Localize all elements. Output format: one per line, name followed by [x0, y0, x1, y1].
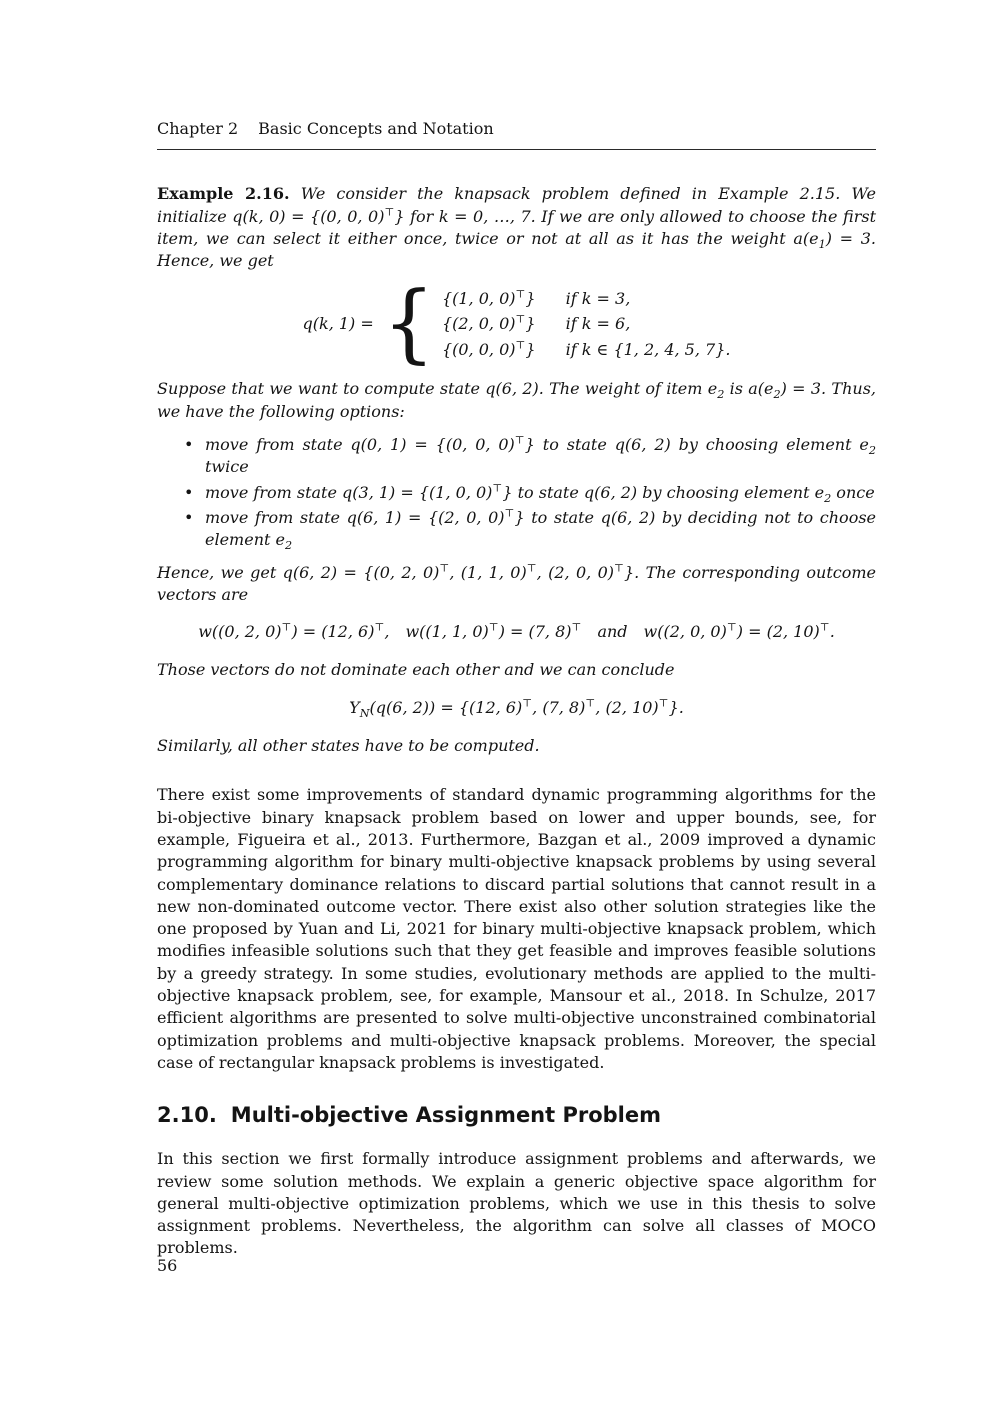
chapter-label: Chapter 2 [157, 119, 239, 138]
nondominated-set-equation: $Y_N(q(6$, 2)) = {(12, 6)⊤, (7, 8)⊤, (2, 10)⊤}. [349, 697, 684, 720]
section-title: Multi-objective Assignment Problem [230, 1103, 662, 1128]
section-number: 2.10. [157, 1103, 217, 1128]
example-label: Example 2.16. [157, 184, 290, 204]
cases-value: {(0, 0, 0)⊤} [441, 339, 536, 359]
example-closing-paragraph: Similarly, all other states have to be computed. [157, 736, 540, 756]
list-item: • move from state q(6, 1) = {(2, 0, 0)⊤} to state q(6, 2) by deciding not to choose element $e_2$ [205, 507, 876, 552]
outcome-vectors-equation: w((0, 2, 0)⊤) = (12, 6)⊤, w((1, 1, 0)⊤) = (7, 8)⊤ and w((2, 0, 0)⊤) = (2, 10)⊤. [198, 621, 835, 642]
list-item: • move from state q(0, 1) = {(0, 0, 0)⊤} to state q(6, 2) by choosing element $e_2$ twice [205, 434, 876, 479]
cases-rows [442, 288, 731, 361]
page-number: 56 [157, 1256, 178, 1275]
cases-condition: if k = 6, [565, 314, 631, 334]
page-content [157, 118, 876, 1260]
cases-equation [157, 274, 876, 374]
example-suppose-paragraph: Suppose that we want to compute state q(6, 2). The weight of item $e_2$ is $a(e_2) = 3$. Thus, we have the following options: [157, 379, 877, 421]
assignment-intro-paragraph: In this section we first formally introduce assignment problems and afterwards, we review some solution methods. We explain a generic objective space algorithm for general multi-objective optimization problems, which we use in this thesis to solve assignment problems. Nevertheless, the algorithm can solve all classes of MOCO problems. [157, 1149, 876, 1258]
cases-value: {(2, 0, 0)⊤} [441, 314, 536, 334]
cases-condition: if k = 3, [565, 289, 631, 309]
list-item: • move from state q(3, 1) = {(1, 0, 0)⊤} to state q(6, 2) by choosing element $e_2$ once [205, 482, 876, 504]
cases-condition: if k ∈ {1, 2, 4, 5, 7}. [565, 339, 731, 359]
example-dominate-paragraph: Those vectors do not dominate each other and we can conclude [157, 660, 675, 680]
cases-left-brace: { [382, 274, 435, 374]
running-head [157, 118, 876, 150]
example-hence-paragraph: Hence, we get q(6, 2) = {(0, 2, 0)⊤, (1, 1, 0)⊤, (2, 0, 0)⊤}. The corresponding outcome vectors are [157, 562, 876, 604]
knapsack-literature-paragraph: There exist some improvements of standard dynamic programming algorithms for the bi-objective binary knapsack problem based on lower and upper bounds, see, for example, Figueira et al., 2013. Furthermore, Bazgan et al., 2009 improved a dynamic programming algorithm for binary multi-objective knapsack problems by using several complementary dominance relations to discard partial solutions that cannot result in a new non-dominated outcome vector. There exist also other solution strategies like the one proposed by Yuan and Li, 2021 for binary multi-objective knapsack problem, which modifies infeasible solutions such that they get feasible and improves feasible solutions by a greedy strategy. In some studies, evolutionary methods are applied to the multi-objective knapsack problem, see, for example, Mansour et al., 2018. In Schulze, 2017 efficient algorithms are presented to solve multi-objective unconstrained combinatorial optimization problems and multi-objective knapsack problems. Moreover, the special case of rectangular knapsack problems is investigated. [157, 785, 876, 1072]
example-intro-text: We consider the knapsack problem defined in Example 2.15. We initialize q(k, 0) = {(0, 0, 0)⊤} for k = 0, …, 7. If we are only allowed to choose the first item, we can select it either once, twice or not at all as it has the weight $a(e_1) = 3$. Hence, we get [157, 184, 876, 271]
chapter-title: Basic Concepts and Notation [258, 119, 494, 138]
cases-value: {(1, 0, 0)⊤} [441, 288, 536, 309]
example-intro-paragraph [157, 183, 876, 272]
cases-lhs: q(k, 1) = [302, 314, 374, 334]
section-heading [157, 1102, 876, 1128]
options-list [157, 434, 876, 551]
